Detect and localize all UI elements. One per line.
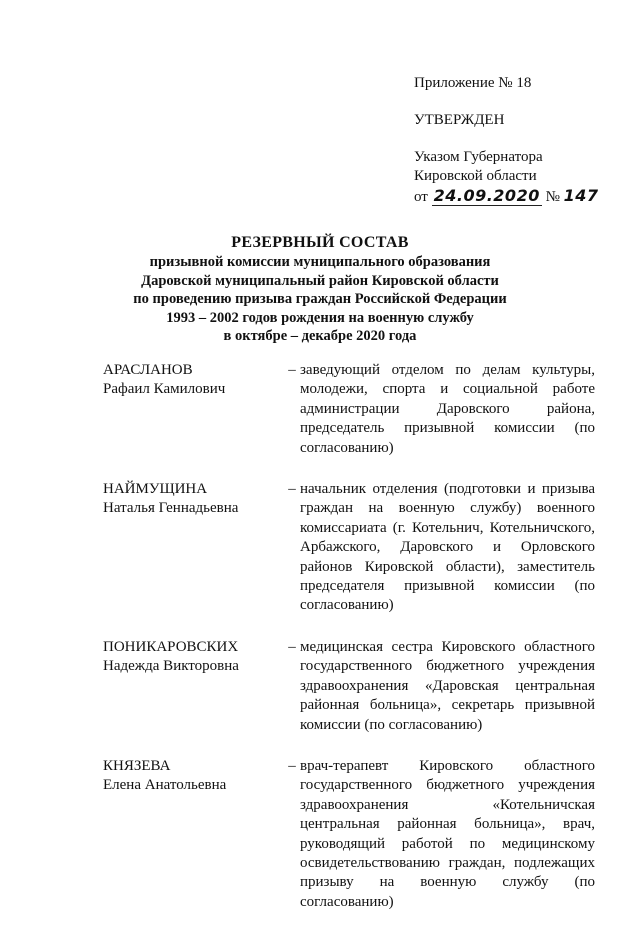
member-entry	[103, 757, 595, 912]
member-name	[103, 361, 284, 458]
from-label: от	[414, 189, 428, 205]
title-line: 1993 – 2002 годов рождения на военную службу	[166, 309, 474, 326]
decree-date-number-row	[414, 186, 599, 207]
title-heading: РЕЗЕРВНЫЙ СОСТАВ	[231, 234, 409, 251]
member-entry	[103, 361, 595, 458]
title-line: по проведению призыва граждан Российской Федерации	[133, 291, 507, 307]
member-surname: КНЯЗЕВА	[103, 757, 171, 774]
member-name	[103, 757, 284, 912]
decree-line-2: Кировской области	[414, 168, 537, 184]
member-given-names: Наталья Геннадьевна	[103, 500, 239, 517]
member-position: заведующий отделом по делам культуры, молодежи, спорта и социальной работе администрации Даровского района, председатель призывной комиссии (по согласованию)	[300, 362, 595, 456]
member-dash: –	[288, 481, 296, 498]
member-dash: –	[288, 638, 296, 655]
member-given-names: Надежда Викторовна	[103, 658, 239, 675]
member-name	[103, 480, 284, 616]
member-given-names: Рафаил Камилович	[103, 381, 226, 398]
member-dash: –	[288, 757, 296, 774]
member-given-names: Елена Анатольевна	[103, 777, 227, 794]
approved-stamp-text: УТВЕРЖДЕН	[414, 112, 505, 128]
handwritten-date: 24.09.2020	[433, 186, 540, 205]
member-dash: –	[288, 362, 296, 378]
title-line: в октябре – декабре 2020 года	[223, 328, 417, 344]
approval-block	[414, 74, 599, 207]
document-title	[0, 233, 640, 346]
member-name	[103, 638, 284, 735]
member-surname: АРАСЛАНОВ	[103, 362, 193, 378]
member-surname: НАЙМУЩИНА	[103, 481, 208, 498]
member-position: начальник отделения (подготовки и призыва граждан на военную службу) военного комиссариата (г. Котельнич, Котельничского, Арбажского, Даровского и Орловского районов Кировской области), заместитель председателя призывной комиссии (по согласованию)	[300, 481, 595, 614]
title-line: призывной комиссии муниципального образования	[149, 254, 491, 270]
appendix-number: Приложение № 18	[414, 75, 532, 91]
member-list	[103, 361, 595, 934]
handwritten-number: 147	[563, 186, 599, 205]
member-entry	[103, 480, 595, 616]
decree-line-1: Указом Губернатора	[414, 149, 543, 165]
member-position: медицинская сестра Кировского областного государственного бюджетного учреждения здравоохранения «Даровская центральная районная больница», секретарь призывной комиссии (по согласованию)	[300, 638, 595, 733]
member-surname: ПОНИКАРОВСКИХ	[103, 638, 239, 655]
number-label: №	[545, 189, 560, 205]
title-line: Даровской муниципальный район Кировской области	[141, 272, 499, 289]
member-position: врач-терапевт Кировского областного государственного бюджетного учреждения здравоохранения «Котельничская центральная районная больница», врач, руководящий работой по медицинскому освидетельствованию граждан, подлежащих призыву на военную службу (по согласованию)	[300, 757, 595, 910]
member-entry	[103, 638, 595, 735]
